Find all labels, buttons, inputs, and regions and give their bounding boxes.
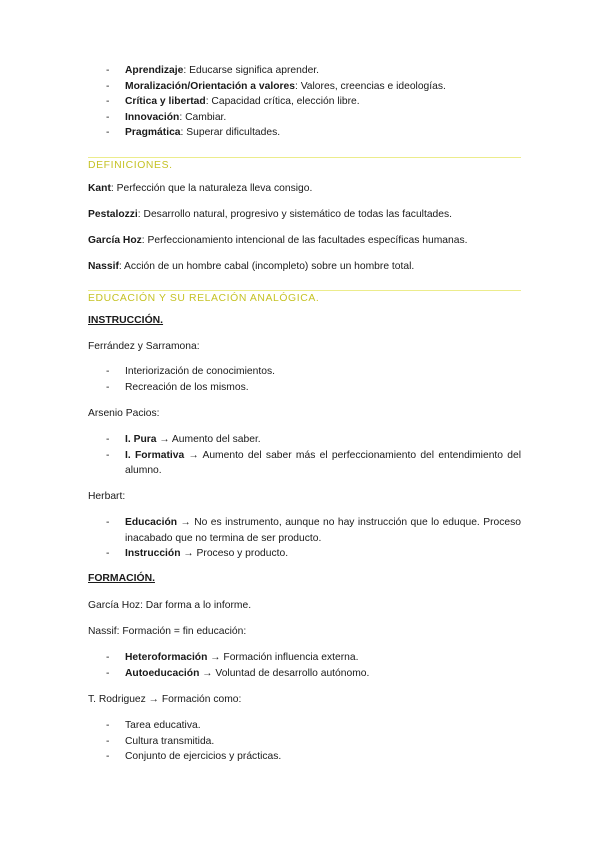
pacios-list [88,432,521,479]
term: Instrucción [125,548,181,560]
author: García Hoz [88,235,142,246]
label-nassif: Nassif: Formación = fin educación: [88,626,247,637]
definition-pestalozzi [88,207,521,223]
item-text: Conjunto de ejercicios y prácticas. [125,751,282,763]
term: Innovación [125,111,180,123]
list-item [88,666,521,682]
section-heading-educacion: EDUCACIÓN Y SU RELACIÓN ANALÓGICA. [88,293,320,304]
description: → Voluntad de desarrollo autónomo. [199,667,370,679]
nassif-list [88,650,521,681]
list-item [88,515,521,546]
description: → Aumento del saber. [156,434,261,445]
label-pacios: Arsenio Pacios: [88,408,160,419]
author: Pestalozzi [88,209,138,220]
term: I. Pura [125,434,157,445]
description: : Valores, creencias e ideologías. [294,80,446,92]
author: Nassif [88,261,119,272]
dash-marker: - [106,96,110,108]
dash-marker: - [106,751,110,763]
term: Educación [125,517,178,528]
section-rule [88,157,521,158]
dash-marker: - [106,65,110,76]
description: → Proceso y producto. [180,548,289,560]
intro-list [88,63,521,141]
dash-marker: - [106,548,110,560]
definition-text: : Perfeccionamiento intencional de las facultades específicas humanas. [141,235,468,246]
dash-marker: - [106,366,110,377]
rodriguez-list [88,718,521,765]
list-item [88,749,521,765]
dash-marker: - [106,517,110,528]
herbart-list [88,515,521,562]
definition-garcia-hoz [88,233,521,249]
list-item [88,125,521,141]
list-item [88,546,521,562]
list-item [88,734,521,750]
subheading-formacion: FORMACIÓN. [88,573,155,584]
list-item [88,79,521,95]
definition-kant [88,181,521,197]
definition-text: : Perfección que la naturaleza lleva consigo. [110,183,313,194]
dash-marker: - [106,667,110,679]
list-item [88,380,521,396]
section-rule [88,290,521,291]
list-item [88,718,521,734]
term: Moralización/Orientación a valores [125,80,295,92]
subheading-instruccion: INSTRUCCIÓN. [88,315,164,326]
term: Crítica y libertad [125,96,206,108]
definition-text: : Acción de un hombre cabal (incompleto) sobre un hombre total. [118,261,415,272]
description: → No es instrumento, aunque no hay instrucción que lo eduque. Proceso inacabado que no termina de ser producto. [125,517,521,544]
description: → Aumento del saber más el perfeccionamiento del entendimiento del alumno. [125,449,522,477]
term: Autoeducación [125,667,200,679]
dash-marker: - [106,720,110,731]
item-text: Cultura transmitida. [125,735,215,747]
dash-marker: - [106,127,110,139]
description: : Superar dificultades. [180,127,281,139]
term: I. Formativa [125,449,185,461]
ferrandez-list [88,364,521,395]
list-item [88,110,521,126]
label-herbart: Herbart: [88,491,126,502]
author: Kant [88,183,111,194]
list-item [88,364,521,380]
list-item [88,94,521,110]
definition-text: : Desarrollo natural, progresivo y sistemático de todas las facultades. [137,209,453,220]
description: : Capacidad crítica, elección libre. [205,96,360,108]
term: Heteroformación [125,652,208,663]
item-text: Tarea educativa. [125,720,201,731]
dash-marker: - [106,111,110,123]
definition-nassif [88,259,521,275]
description: : Educarse significa aprender. [183,65,320,76]
item-text: Recreación de los mismos. [125,381,249,393]
label-rodriguez: T. Rodriguez → Formación como: [88,694,242,705]
list-item [88,650,521,666]
dash-marker: - [106,381,110,393]
description: → Formación influencia externa. [207,652,359,663]
item-text: Interiorización de conocimientos. [125,366,275,377]
dash-marker: - [106,434,110,445]
dash-marker: - [106,80,110,92]
formacion-garcia-hoz: García Hoz: Dar forma a lo informe. [88,600,252,611]
label-ferrandez: Ferrández y Sarramona: [88,341,200,352]
section-heading-definiciones: DEFINICIONES. [88,160,173,171]
list-item [88,448,521,479]
dash-marker: - [106,449,110,461]
term: Pragmática [125,127,181,139]
dash-marker: - [106,735,110,747]
description: : Cambiar. [179,111,227,123]
term: Aprendizaje [125,65,184,76]
dash-marker: - [106,652,110,663]
list-item [88,432,521,448]
list-item [88,63,521,79]
